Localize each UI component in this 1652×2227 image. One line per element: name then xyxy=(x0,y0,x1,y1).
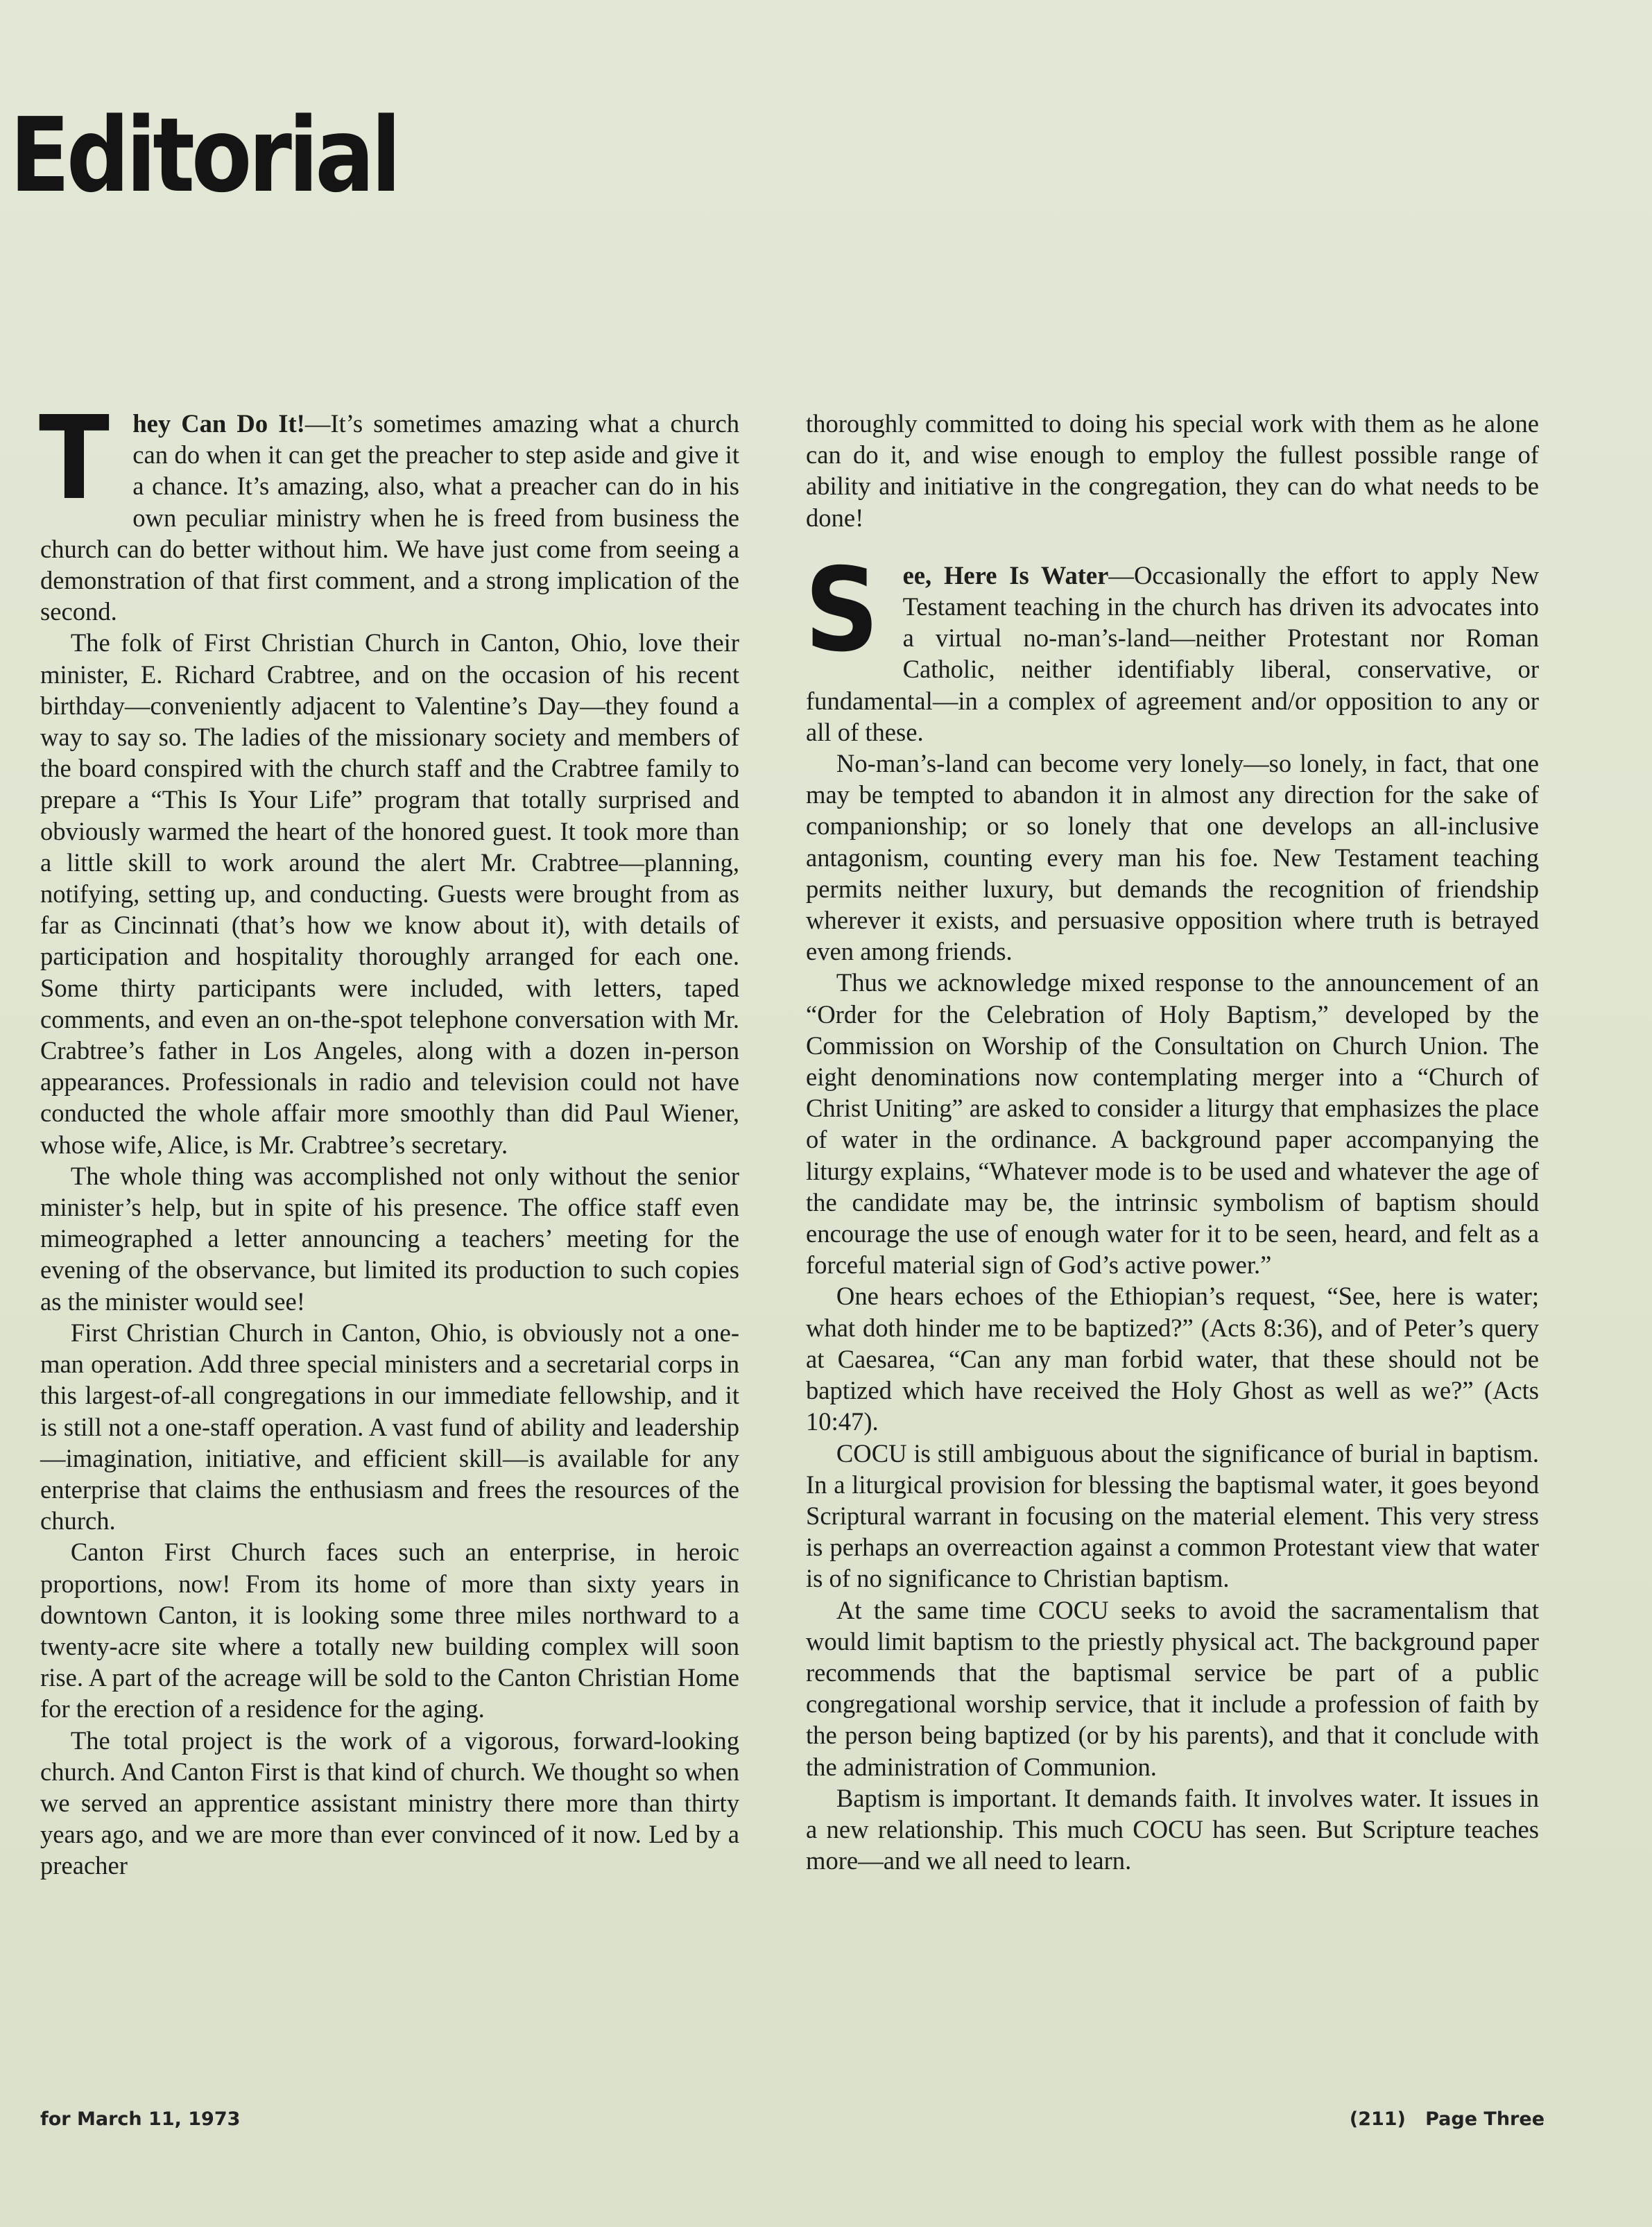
paragraph-text: —Occasionally the effort to apply New Testament teaching in the church has driven its advocates into a virtual no-man’s-land—neither Protestant nor Roman Catholic, neither identifiably liberal, conservative, or fundamental—in a complex of agreement and/or opposition to any or all of these. xyxy=(806,560,1539,746)
paragraph: No-man’s-land can become very lonely—so lonely, in fact, that one may be tempted to abandon it in almost any direction for the sake of companionship; or so lonely that one develops an all-inclusive antagonism, counting every man his foe. New Testament teaching permits neither luxury, but demands the recognition of friendship wherever it exists, and persuasive opposition where truth is betrayed even among friends. xyxy=(806,749,1539,966)
paragraph: The folk of First Christian Church in Canton, Ohio, love their minister, E. Richard Crabtree, and on the occasion of his recent birthday—conveniently adjacent to Valentine’s Day—they found a way to say so. The ladies of the missionary society and members of the board conspired with the church staff and the Crabtree family to prepare a “This Is Your Life” program that totally surprised and obviously warmed the heart of the honored guest. It took more than a little skill to work around the alert Mr. Crabtree—planning, notifying, setting up, and conducting. Guests were brought from as far as Cincinnati (that’s how we know about it), with details of participation and hospitality thoroughly arranged for each one. Some thirty participants were included, with letters, taped comments, and even an on-the-spot telephone conversation with Mr. Crabtree’s father in Los Angeles, along with a dozen in-person appearances. Professionals in radio and television could not have conducted the whole affair more smoothly than did Paul Wiener, whose wife, Alice, is Mr. Crabtree’s secretary. xyxy=(40,628,739,1159)
paragraph: Baptism is important. It demands faith. It involves water. It issues in a new relationship. This much COCU has seen. But Scripture teaches more—and we all need to learn. xyxy=(806,1783,1539,1875)
paragraph: Canton First Church faces such an enterprise, in heroic proportions, now! From its home of more than sixty years in downtown Canton, it is looking some three miles northward to a twenty-acre site where a totally new building complex will soon rise. A part of the acreage will be sold to the Canton Christian Home for the erection of a residence for the aging. xyxy=(40,1538,739,1723)
paragraph: First Christian Church in Canton, Ohio, is obviously not a one-man operation. Add three special ministers and a secretarial corps in this largest-of-all congregations in our immediate fellowship, and it is still not a one-staff operation. A vast fund of ability and leadership—imagination, initiative, and efficient skill—is available for any enterprise that claims the enthusiasm and frees the resources of the church. xyxy=(40,1318,739,1536)
paragraph xyxy=(39,392,739,627)
paragraph: COCU is still ambiguous about the significance of burial in baptism. In a liturgical provision for blessing the baptismal water, it goes beyond Scriptural warrant in focusing on the material element. This very stress is perhaps an overreaction against a common Protestant view that water is of no significance to Christian baptism. xyxy=(806,1438,1539,1593)
paragraph: The whole thing was accomplished not only without the senior minister’s help, but in spite of his presence. The office staff even mimeographed a letter announcing a teachers’ meeting for the evening of the observance, but limited its production to such copies as the minister would see! xyxy=(40,1161,739,1316)
left-column xyxy=(39,392,739,1882)
paragraph: At the same time COCU seeks to avoid the sacramentalism that would limit baptism to the priestly physical act. The background paper recommends that the baptismal service be part of a public congregational worship service, that it include a profession of faith by the person being baptized (or by his parents), and that it conclude with the administration of Communion. xyxy=(806,1595,1539,1781)
paragraph: The total project is the work of a vigorous, forward-looking church. And Canton First is that kind of church. We thought so when we served an apprentice assistant ministry there more than thirty years ago, and we are more than ever convinced of it now. Led by a preacher xyxy=(40,1726,739,1880)
paragraph xyxy=(805,543,1539,748)
drop-cap: T xyxy=(39,392,110,526)
section-heading: ee, Here Is Water xyxy=(902,560,1109,590)
section-heading: hey Can Do It! xyxy=(132,409,305,438)
page-number: (211) Page Three xyxy=(1349,2108,1545,2130)
page-title: Editorial xyxy=(10,96,398,215)
paragraph-text: —It’s sometimes amazing what a church can do when it can get the preacher to step aside and give it a chance. It’s amazing, also, what a preacher can do in his own peculiar ministry when he is freed from business the church can do better without him. We have just come from seeing a demonstration of that first comment, and a strong implication of the second. xyxy=(40,409,739,626)
paragraph: One hears echoes of the Ethiopian’s request, “See, here is water; what doth hinder me to be baptized?” (Acts 8:36), and of Peter’s query at Caesarea, “Can any man forbid water, that these should not be baptized which have received the Holy Ghost as well as we?” (Acts 10:47). xyxy=(806,1282,1539,1436)
drop-cap: S xyxy=(805,543,879,678)
paragraph: Thus we acknowledge mixed response to the announcement of an “Order for the Celebration of Holy Baptism,” developed by the Commission on Worship of the Consultation on Church Union. The eight denominations now contemplating merger into a “Church of Christ Uniting” are asked to consider a liturgy that emphasizes the place of water in the ordinance. A background paper accompanying the liturgy explains, “Whatever mode is to be used and whatever the age of the candidate may be, the intrinsic symbolism of baptism should encourage the use of enough water for it to be seen, heard, and felt as a forceful material sign of God’s active power.” xyxy=(806,968,1539,1280)
paragraph: thoroughly committed to doing his special work with them as he alone can do it, and wise enough to employ the fullest possible range of ability and initiative in the congregation, they can do what needs to be done! xyxy=(806,409,1539,532)
footer-date: for March 11, 1973 xyxy=(40,2108,241,2130)
right-column xyxy=(806,408,1539,1876)
